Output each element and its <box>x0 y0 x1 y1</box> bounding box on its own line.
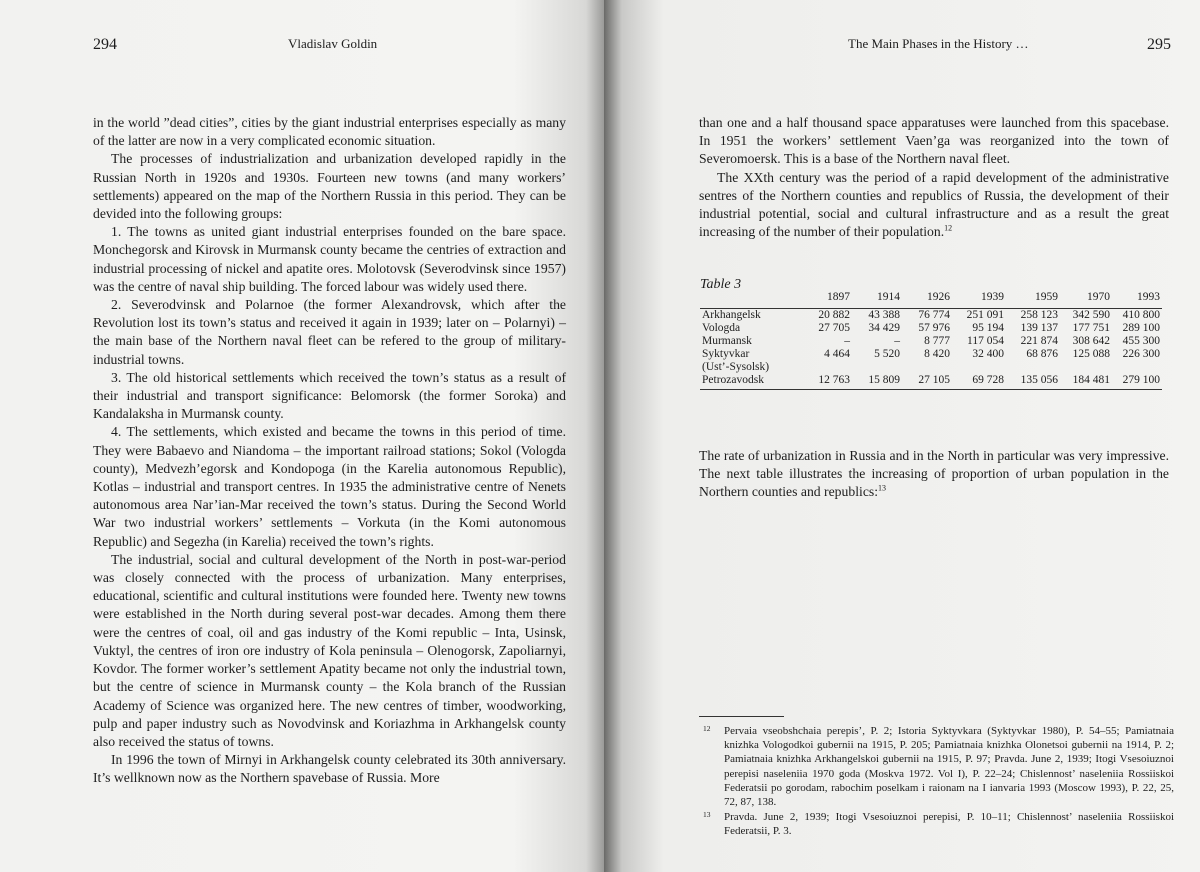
table-cell: 27 705 <box>818 322 850 334</box>
table-caption: Table 3 <box>700 277 742 292</box>
table-cell: 76 774 <box>918 309 950 321</box>
table-cell: 8 420 <box>924 348 950 360</box>
table-header-cell <box>700 291 800 309</box>
table-cell: 226 300 <box>1122 348 1160 360</box>
paragraph: The industrial, social and cultural development of the North in post-war-period was closely connected with the process of urbanization. Many enterprises, educational, scientific and cultural institutions were founded here. Twenty new towns were established in the North during several post-war decades. Among them there were the centres of coal, oil and gas industry of the Komi republic – Inta, Usinsk, Vuktyl, the centres of iron ore industry of Kola peninsula – Olenogorsk, Zapoliarnyi, Kovdor. The former worker’s settlement Apatity became not only the industrial town, but the centre of science in Murmansk county – the Kola branch of the Russian Academy of Science was organized here. The new centres of timber, woodworking, pulp and paper industry such as Novodvinsk and Koriazhma in Arkhangelsk county also received the status of towns. <box>93 551 566 749</box>
population-table <box>700 291 1162 390</box>
table-cell <box>1060 361 1112 374</box>
table-header-cell: 1939 <box>952 291 1006 309</box>
table-row <box>700 335 1162 348</box>
table-cell: 95 194 <box>972 322 1004 334</box>
table-cell <box>1112 361 1162 374</box>
paragraph: In 1996 the town of Mirnyi in Arkhangelsk county celebrated its 30th anniversary. It’s wellknown now as the Northern spavebase of Russia. More <box>93 752 566 786</box>
paragraph: 1. The towns as united giant industrial enterprises founded on the bare space. Monchegorsk and Kirovsk in Murmansk county became the centries of extraction and industrial processing of nickel and apatite ores. Molotovsk (Severodvinsk since 1957) was the centre of naval ship building. The forced labour was widely used there. <box>93 224 566 294</box>
table-cell: Murmansk <box>702 335 752 347</box>
table-cell: 342 590 <box>1072 309 1110 321</box>
paragraph: in the world ”dead cities”, cities by the giant industrial enterprises especially as many of the latter are now in a very complicated economic situation. <box>93 115 566 149</box>
table-cell: 15 809 <box>852 374 902 390</box>
table-cell: 5 520 <box>874 348 900 360</box>
table-cell <box>952 361 1006 374</box>
table-cell <box>800 361 852 374</box>
paragraph: than one and a half thousand space apparatuses were launched from this spacebase. In 1951 the workers’ settlement Vaen’ga was reorganized into the town of Severomoersk. This is a base of the Northern naval fleet. <box>699 115 1169 167</box>
table-cell: 57 976 <box>918 322 950 334</box>
table-cell: 308 642 <box>1072 335 1110 347</box>
table-header-cell: 1993 <box>1112 291 1162 309</box>
table-cell: 68 876 <box>1026 348 1058 360</box>
table-cell: 34 429 <box>868 322 900 334</box>
footnotes <box>699 724 1174 840</box>
page-number-left: 294 <box>93 36 117 53</box>
table-cell: 251 091 <box>966 309 1004 321</box>
right-bottom-text <box>699 447 1169 502</box>
table-cell <box>852 361 902 374</box>
table-cell: 8 777 <box>924 335 950 347</box>
table-cell: 12 763 <box>800 374 852 390</box>
table-row <box>700 348 1162 361</box>
running-head-left: Vladislav Goldin <box>288 36 378 51</box>
table-cell: 135 056 <box>1006 374 1060 390</box>
table-header-cell: 1970 <box>1060 291 1112 309</box>
table-cell: Petrozavodsk <box>700 374 800 390</box>
table-row <box>700 322 1162 335</box>
right-page <box>604 0 1200 872</box>
table-cell: 139 137 <box>1020 322 1058 334</box>
footnote-number: 12 <box>703 724 711 733</box>
table-row <box>700 309 1162 323</box>
paragraph <box>699 447 1169 502</box>
table-cell: 69 728 <box>952 374 1006 390</box>
table-header-cell: 1959 <box>1006 291 1060 309</box>
paragraph-text: The XXth century was the period of a rapid development of the administrative sentres of the Northern counties and republics of Russia, the development of their industrial potential, social and cultural infrastructure and as a result the great increasing of the number of their population. <box>699 169 1169 240</box>
table-cell: Syktyvkar <box>702 348 750 360</box>
paragraph <box>699 169 1169 242</box>
table-cell: – <box>894 335 900 347</box>
running-head-right: The Main Phases in the History … <box>848 36 1029 51</box>
table-cell: 184 481 <box>1060 374 1112 390</box>
footnote-ref: 13 <box>878 483 887 493</box>
footnote-ref: 12 <box>944 223 953 233</box>
table-cell: 27 105 <box>902 374 952 390</box>
paragraph-text: The rate of urbanization in Russia and in the North in particular was very impressive. The next table illustrates the increasing of proportion of urban population in the Northern counties and republics: <box>699 448 1169 500</box>
page-number-right: 295 <box>1147 36 1171 53</box>
footnote-number: 13 <box>703 810 711 820</box>
table-cell: 117 054 <box>967 335 1004 347</box>
table-header-row <box>700 291 1162 309</box>
paragraph: 3. The old historical settlements which received the town’s status as a result of their industrial and transport significance: Belomorsk (the former Soroka) and Kandalaksha in Murmansk county. <box>93 369 566 422</box>
table-header-cell: 1914 <box>852 291 902 309</box>
table-cell: 279 100 <box>1112 374 1162 390</box>
table-cell: 410 800 <box>1122 309 1160 321</box>
table-cell: 32 400 <box>972 348 1004 360</box>
left-body-text <box>93 114 566 788</box>
table-cell <box>1006 361 1060 374</box>
table-cell: 455 300 <box>1122 335 1160 347</box>
table-cell: 20 882 <box>818 309 850 321</box>
right-top-text <box>699 114 1169 241</box>
footnote <box>699 810 1174 838</box>
table-cell: (Ust’-Sysolsk) <box>702 361 770 373</box>
table-cell: 125 088 <box>1072 348 1110 360</box>
table-cell: 43 388 <box>868 309 900 321</box>
table-cell: 221 874 <box>1020 335 1058 347</box>
table-cell: Vologda <box>702 322 741 334</box>
table-cell: Arkhangelsk <box>702 309 761 321</box>
footnote <box>699 724 1174 809</box>
paragraph: The processes of industrialization and urbanization developed rapidly in the Russian North in 1920s and 1930s. Fourteen new towns (and many workers’ settlements) appeared on the map of the Northern Russia in this period. They can be devided into the following groups: <box>93 151 566 222</box>
table-row <box>700 361 1162 374</box>
table-row <box>700 374 1162 390</box>
paragraph: 2. Severodvinsk and Polarnoe (the former Alexandrovsk, which after the Revolution lost its town’s status and received it again in 1939; later on – Polarnyi) – the main base of the Northern naval fleet can be refered to the group of military-industrial towns. <box>93 297 566 367</box>
table-cell: 177 751 <box>1072 322 1110 334</box>
footnote-rule <box>699 716 784 717</box>
footnote-text: Pervaia vseobshchaia perepis’, P. 2; Istoria Syktyvkara (Syktyvkar 1980), P. 54–55; Pamiatnaia knizhka Vologodkoi gubernii na 1915, P. 205; Pamiatnaia knizhka Olonetsoi gubernii na 1914, P. 2; Pamiatnaia knizhka Arkhangelskoi gubernii na 1915, P. 97; Pravda. June 2, 1939; Itogi Vsesoiuznoi perepisi naseleniia 1970 goda (Moskva 1972. Vol I), P. 22–24; Chislennost’ naseleniia Rossiiskoi Federatsii po gorodam, rabochim poselkam i raionam na I ianvaria 1993 (Moscow 1993), P. 22, 25, 72, 87, 138. <box>724 725 1174 809</box>
table-header-cell: 1897 <box>800 291 852 309</box>
table-cell: 289 100 <box>1122 322 1160 334</box>
footnote-text: Pravda. June 2, 1939; Itogi Vsesoiuznoi perepisi, P. 10–11; Chislennost’ naseleniia Rossiiskoi Federatsii, P. 3. <box>724 811 1174 838</box>
table-cell: 258 123 <box>1020 309 1058 321</box>
table-cell: – <box>844 335 850 347</box>
table-cell: 4 464 <box>824 348 850 360</box>
paragraph: 4. The settlements, which existed and became the towns in this period of time. They were Babaevo and Niandoma – the important railroad stations; Sokol (Vologda county), Medvezh’egorsk and Kondopoga (in the Karelia autonomous Republic), Kotlas – industrial and transport centres. In 1935 the administrative centre of Nenets autonomous area Nar’ian-Mar received the town’s status. During the Second World War two industrial workers’ settlements – Vorkuta (in the Komi autonomous Republic) and Segezha (in Karelia) received the town’s rights. <box>93 424 566 549</box>
table-header-cell: 1926 <box>902 291 952 309</box>
table-cell <box>902 361 952 374</box>
